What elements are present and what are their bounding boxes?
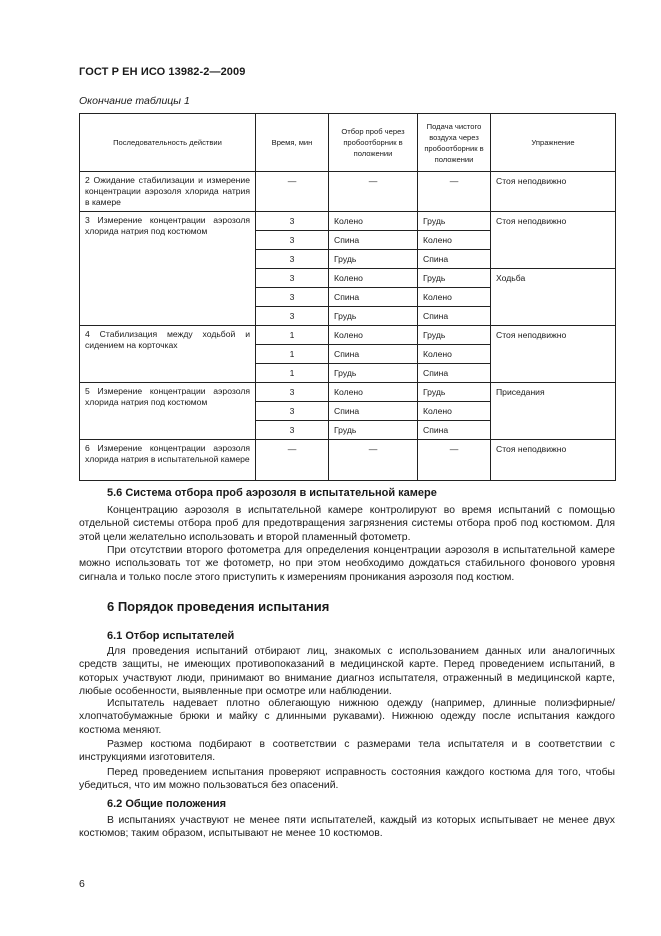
- time-cell: 1: [256, 345, 329, 364]
- step-label: 2 Ожидание стабилизации и измерение концентрации аэрозоля хлорида натрия в камере: [80, 172, 256, 212]
- exercise-cell: Стоя неподвижно: [491, 326, 616, 383]
- column-header: Время, мин: [256, 114, 329, 172]
- time-cell: 3: [256, 383, 329, 402]
- paragraph: Концентрацию аэрозоля в испытательной камере контролируют во время испытаний с помощью отдельной системы отбора проб для предотвращения загрязнения системы отбора проб под костюмом. Для этой цели желательно использовать и второй пламенный фотометр.: [79, 505, 615, 543]
- sample-cell: Спина: [329, 402, 418, 421]
- procedure-table: [79, 113, 616, 481]
- paragraph: В испытаниях участвуют не менее пяти испытателей, каждый из которых испытывает не менее двух костюмов; таким образом, испытывают не менее 10 костюмов.: [79, 815, 615, 840]
- time-cell: 3: [256, 269, 329, 288]
- section-heading-6-1: 6.1 Отбор испытателей: [107, 630, 235, 642]
- exercise-cell: Приседания: [491, 383, 616, 440]
- paragraph: Перед проведением испытания проверяют исправность состояния каждого костюма для того, чтобы убедиться, что им можно пользоваться без опасений.: [79, 767, 615, 792]
- air-cell: Грудь: [418, 269, 491, 288]
- cell-dash: —: [256, 440, 329, 481]
- table-header-row: [80, 114, 616, 172]
- paragraph: Для проведения испытаний отбирают лиц, знакомых с использованием данных или аналогичных средств защиты, не имеющих противопоказаний в медицинской карте. Перед проведением испытаний, в которых участвуют люди, принимают во внимание диагноз испытателя, отраженный в медицинской карте, любые особенности, выявленные при осмотре или наблюдении.: [79, 646, 615, 697]
- sample-cell: Колено: [329, 212, 418, 231]
- sample-cell: Спина: [329, 231, 418, 250]
- section-heading-6-2: 6.2 Общие положения: [107, 798, 227, 810]
- table-row: [80, 212, 616, 231]
- table-row: [80, 326, 616, 345]
- step-label: 5 Измерение концентрации аэрозоля хлорида натрия под костюмом: [80, 383, 256, 440]
- cell-dash: —: [256, 172, 329, 212]
- section-heading-5-6: 5.6 Система отбора проб аэрозоля в испытательной камере: [107, 487, 437, 499]
- air-cell: Грудь: [418, 326, 491, 345]
- air-cell: Спина: [418, 307, 491, 326]
- sample-cell: Спина: [329, 345, 418, 364]
- sample-cell: Грудь: [329, 421, 418, 440]
- section-heading-6: 6 Порядок проведения испытания: [107, 599, 330, 614]
- air-cell: Колено: [418, 231, 491, 250]
- air-cell: Колено: [418, 288, 491, 307]
- table-row: [80, 383, 616, 402]
- air-cell: Спина: [418, 421, 491, 440]
- column-header: Подача чистого воздуха через пробоотборник в положении: [418, 114, 491, 172]
- time-cell: 3: [256, 250, 329, 269]
- sample-cell: Спина: [329, 288, 418, 307]
- cell-dash: —: [329, 440, 418, 481]
- exercise-cell: Стоя неподвижно: [491, 172, 616, 212]
- table-caption: Окончание таблицы 1: [79, 95, 190, 107]
- time-cell: 3: [256, 307, 329, 326]
- exercise-cell: Стоя неподвижно: [491, 440, 616, 481]
- time-cell: 1: [256, 364, 329, 383]
- table-row: [80, 172, 616, 212]
- sample-cell: Грудь: [329, 250, 418, 269]
- air-cell: Спина: [418, 364, 491, 383]
- sample-cell: Колено: [329, 326, 418, 345]
- exercise-cell: Стоя неподвижно: [491, 212, 616, 269]
- time-cell: 3: [256, 288, 329, 307]
- step-label: 4 Стабилизация между ходьбой и сидением на корточках: [80, 326, 256, 383]
- sample-cell: Колено: [329, 269, 418, 288]
- time-cell: 3: [256, 402, 329, 421]
- step-label: 3 Измерение концентрации аэрозоля хлорида натрия под костюмом: [80, 212, 256, 326]
- sample-cell: Грудь: [329, 307, 418, 326]
- time-cell: 1: [256, 326, 329, 345]
- page-number: 6: [79, 878, 85, 890]
- time-cell: 3: [256, 212, 329, 231]
- air-cell: Колено: [418, 345, 491, 364]
- cell-dash: —: [418, 440, 491, 481]
- air-cell: Грудь: [418, 383, 491, 402]
- air-cell: Грудь: [418, 212, 491, 231]
- paragraph: Испытатель надевает плотно облегающую нижнюю одежду (например, длинные полиэфирные/хлопчатобумажные брюки и майку с длинными рукавами). Нижнюю одежду после испытания каждого костюма меняют.: [79, 698, 615, 736]
- column-header: Последовательность действии: [80, 114, 256, 172]
- cell-dash: —: [418, 172, 491, 212]
- column-header: Отбор проб через пробоотборник в положении: [329, 114, 418, 172]
- document-header: ГОСТ Р ЕН ИСО 13982-2—2009: [79, 66, 246, 78]
- table-row: [80, 440, 616, 481]
- time-cell: 3: [256, 421, 329, 440]
- air-cell: Спина: [418, 250, 491, 269]
- time-cell: 3: [256, 231, 329, 250]
- sample-cell: Грудь: [329, 364, 418, 383]
- column-header: Упражнение: [491, 114, 616, 172]
- paragraph: При отсутствии второго фотометра для определения концентрации аэрозоля в испытательной камере можно использовать тот же фотометр, но при этом необходимо дождаться стабильного фонового уровня сигнала и только после этого приступить к измерениям проникания аэрозоля под костюм.: [79, 545, 615, 583]
- sample-cell: Колено: [329, 383, 418, 402]
- cell-dash: —: [329, 172, 418, 212]
- paragraph: Размер костюма подбирают в соответствии с размерами тела испытателя и в соответствии с инструкциями изготовителя.: [79, 739, 615, 764]
- step-label: 6 Измерение концентрации аэрозоля хлорида натрия в испытательной камере: [80, 440, 256, 481]
- air-cell: Колено: [418, 402, 491, 421]
- exercise-cell: Ходьба: [491, 269, 616, 326]
